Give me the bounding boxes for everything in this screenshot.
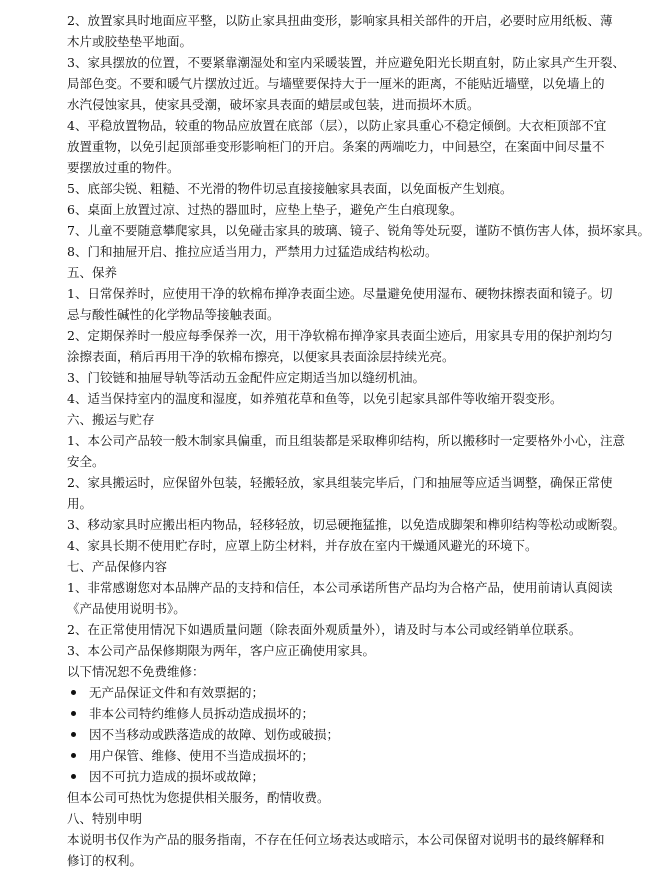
section-heading: 八、特别申明 [67,811,143,826]
text-line: 1、日常保养时，应使用干净的软棉布掸净表面尘迹。尽量避免使用湿布、硬物抹擦表面和镜子。切 [67,286,613,301]
bullet-dot-icon [71,711,76,716]
text-line: 要摆放过重的物件。 [67,160,180,175]
text-line: 8、门和抽屉开启、推拉应适当用力，严禁用力过猛造成结构松动。 [67,244,438,259]
text-line: 5、底部尖锐、粗糙、不光滑的物件切忌直接接触家具表面，以免面板产生划痕。 [67,181,513,196]
text-line: 水汽侵蚀家具，使家具受潮，破坏家具表面的蜡层或包装，进而损坏木质。 [67,97,480,112]
bullet-text: 用户保管、维修、使用不当造成损坏的； [89,748,315,763]
bullet-text: 因不可抗力造成的损坏或故障； [89,769,265,784]
text-line: 4、平稳放置物品，较重的物品应放置在底部（层），以防止家具重心不稳定倾倒。大衣柜顶部不宜 [67,118,607,133]
bullet-item [67,682,564,703]
text-line: 安全。 [67,454,105,469]
section-heading: 七、产品保修内容 [67,559,168,574]
text-line: 3、门铰链和抽屉导轨等活动五金配件应定期适当加以缝纫机油。 [67,370,425,385]
text-line: 木片或胶垫垫平地面。 [67,34,193,49]
text-line: 但本公司可热忱为您提供相关服务，酌情收费。 [67,790,330,805]
text-line: 7、儿童不要随意攀爬家具，以免碰击家具的玻璃、镜子、锐角等处玩耍，谨防不慎伤害人体，损坏家具。 [67,223,650,238]
text-line: 1、本公司产品较一般木制家具偏重，而且组装都是采取榫卯结构，所以搬移时一定要格外小心，注意 [67,433,625,448]
bullet-dot-icon [71,753,76,758]
text-line: 1、非常感谢您对本品牌产品的支持和信任，本公司承诺所售产品均为合格产品，使用前请认真阅读 [67,580,613,595]
bullet-text: 无产品保证文件和有效票据的； [89,685,265,700]
text-line: 局部色变。不要和暖气片摆放过近。与墙壁要保持大于一厘米的距离，不能贴近墙壁，以免墙上的 [67,76,605,91]
bullet-item [67,766,564,787]
text-line: 4、家具长期不使用贮存时，应罩上防尘材料，并存放在室内干燥通风避光的环境下。 [67,538,538,553]
bullet-text: 因不当移动或跌落造成的故障、划伤或破损； [89,727,340,742]
text-line: 涂擦表面，稍后再用干净的软棉布擦亮，以便家具表面涂层持续光亮。 [67,349,455,364]
text-line: 3、本公司产品保修期限为两年，客户应正确使用家具。 [67,643,375,658]
text-line: 用。 [67,496,93,511]
section-heading: 五、保养 [67,265,118,280]
text-line: 修订的权利。 [67,853,143,868]
text-line: 4、适当保持室内的温度和湿度，如养殖花草和鱼等，以免引起家具部件等收缩开裂变形。 [67,391,563,406]
text-line: 《产品使用说明书》。 [67,601,186,616]
text-line: 以下情况恕不免费维修： [67,664,205,679]
bullet-item [67,724,564,745]
text-line: 忌与酸性碱性的化学物品等接触表面。 [67,307,280,322]
text-line: 3、家具摆放的位置，不要紧靠潮湿处和室内采暖装置，并应避免阳光长期直射，防止家具产生开裂、 [67,55,625,70]
bullet-dot-icon [71,774,76,779]
bullet-text: 非本公司特约维修人员拆动造成损坏的； [89,706,315,721]
bullet-item [67,703,564,724]
text-line: 6、桌面上放置过凉、过热的器皿时，应垫上垫子，避免产生白痕现象。 [67,202,463,217]
text-line: 本说明书仅作为产品的服务指南，不存在任何立场表达或暗示，本公司保留对说明书的最终解释和 [67,832,605,847]
section-heading: 六、搬运与贮存 [67,412,155,427]
text-line: 2、家具搬运时，应保留外包装，轻搬轻放，家具组装完毕后，门和抽屉等应适当调整，确保正常使 [67,475,613,490]
text-line: 2、定期保养时一般应每季保养一次，用干净软棉布掸净家具表面尘迹后，用家具专用的保护剂均匀 [67,328,613,343]
bullet-dot-icon [71,732,76,737]
text-line: 2、放置家具时地面应平整，以防止家具扭曲变形，影响家具相关部件的开启，必要时应用纸板、薄 [67,13,613,28]
bullet-dot-icon [71,690,76,695]
text-line: 放置重物，以免引起顶部垂变形影响柜门的开启。条案的两端吃力，中间悬空，在案面中间尽量不 [67,139,605,154]
text-line: 2、在正常使用情况下如遇质量问题（除表面外观质量外），请及时与本公司或经销单位联系。 [67,622,582,637]
bullet-item [67,745,564,766]
text-line: 3、移动家具时应搬出柜内物品，轻移轻放，切忌硬拖猛推，以免造成脚架和榫卯结构等松动或断裂。 [67,517,625,532]
